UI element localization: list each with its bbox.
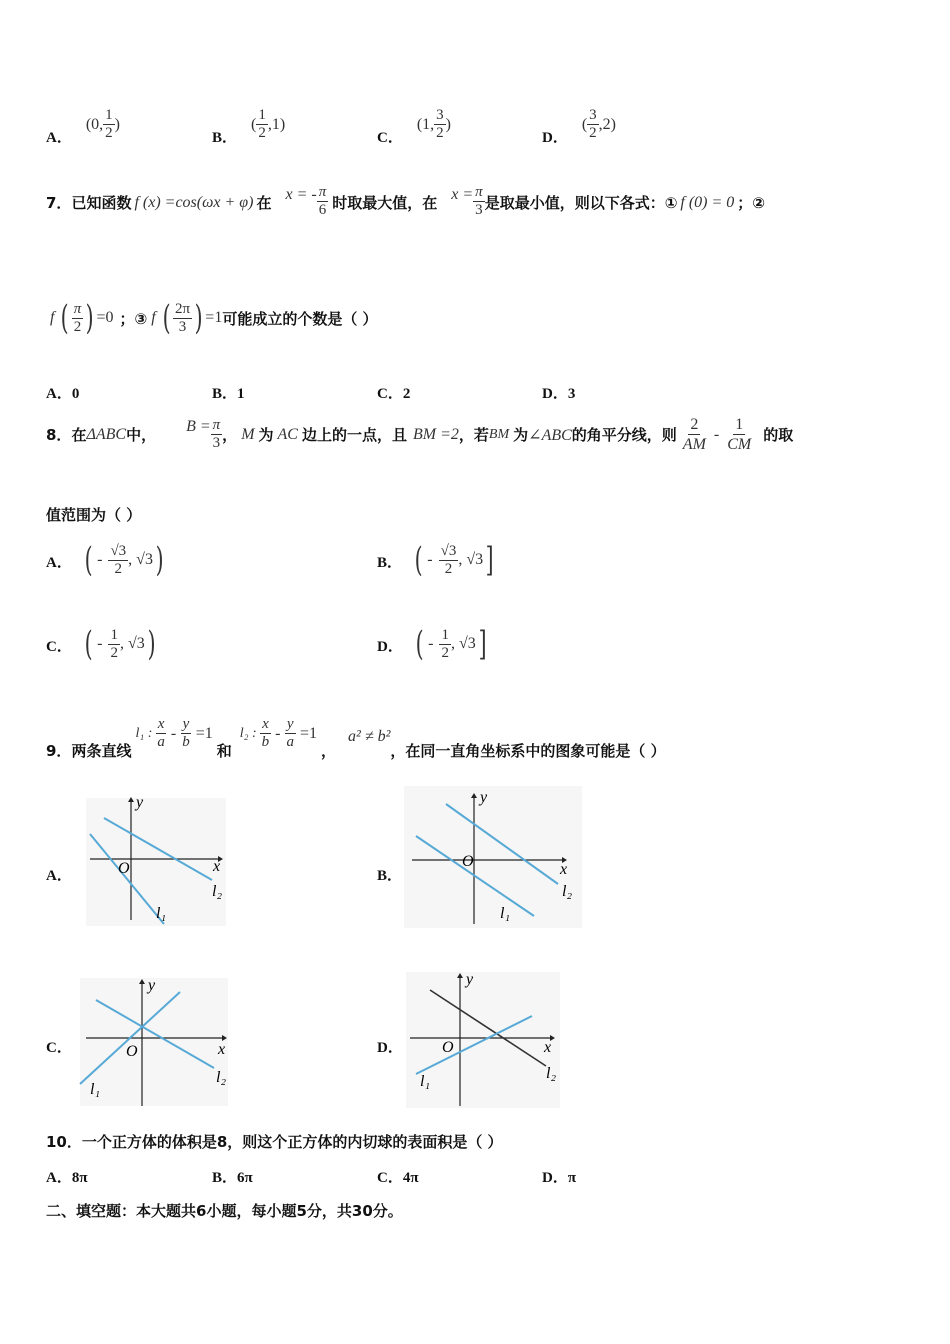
fraction: $\frac{1}{2}$ [258, 107, 266, 141]
fraction: $\frac{2\pi}{3}$ [174, 300, 191, 335]
fraction: $\frac{1}{CM}$ [727, 416, 752, 453]
fraction: $\frac{\pi}{6}$ [318, 184, 327, 218]
q9-option-d-label[interactable]: D． [377, 1040, 403, 1056]
fraction: $\frac{1}{2}$ [441, 626, 449, 661]
q8-option-b[interactable]: B． ( - $\frac{√3}{2}$ , √3 ] [377, 540, 494, 580]
q8-option-c[interactable]: C． ( - $\frac{1}{2}$ , √3 ) [46, 624, 156, 664]
q9-option-b-label[interactable]: B． [377, 868, 403, 884]
svg-text:x: x [544, 1039, 552, 1056]
question-8-line1: 8． 在 ΔABC 中， B = $\frac{\pi}{3}$ ， M 为 AC 边上的一点，且 BM =2 ，若 BM 为 ∠ABC 的角平分线，则 $\frac{2}{AM}$ - $\frac{1}{CM}$ 的取 [46, 416, 794, 453]
fraction: $\frac{2}{AM}$ [682, 416, 706, 453]
svg-text:l₁: l₁ [500, 905, 511, 922]
q6-option-b[interactable]: B． ( $\frac{1}{2}$ ,1) [212, 107, 286, 146]
svg-text:y: y [136, 794, 144, 811]
fraction: $\frac{\pi}{2}$ [73, 300, 82, 335]
fraction: $\frac{√3}{2}$ [440, 542, 457, 577]
svg-text:O: O [442, 1039, 454, 1056]
q9-graph-b[interactable] [402, 784, 584, 930]
svg-text:x: x [560, 861, 568, 878]
option-label: D． [542, 130, 568, 146]
q9-graph-a[interactable] [80, 788, 230, 930]
q6-option-a[interactable]: A． (0, $\frac{1}{2}$ ) [46, 107, 120, 146]
svg-text:y: y [480, 789, 488, 806]
q9-graph-c[interactable] [76, 972, 236, 1110]
svg-text:l₁: l₁ [90, 1081, 101, 1098]
q9-option-a-label[interactable]: A． [46, 868, 72, 884]
question-8-line2: 值范围为（ ） [46, 506, 142, 524]
q8-option-a[interactable]: A． ( - $\frac{√3}{2}$ , √3 ) [46, 540, 164, 580]
question-7-line1: 7． 已知函数 f (x) =cos(ωx + φ) 在 x = - $\frac{\pi}{6}$ 时取最大值，在 x = $\frac{\pi}{3}$ 是取最小值，则以下各式：① f (0) = 0 ；② [46, 184, 765, 218]
q7-option-d[interactable]: D．3 [542, 386, 576, 402]
fraction: $\frac{y}{a}$ [286, 716, 294, 750]
condition-1: f (0) = 0 [680, 193, 735, 211]
fraction: $\frac{1}{2}$ [110, 626, 118, 661]
option-label: A． [46, 130, 72, 146]
question-9-line: 9． 两条直线 l₁ : $\frac{x}{a}$ - $\frac{y}{b}$ =1 和 l₂ : $\frac{x}{b}$ - $\frac{y}{a}$ =1 ， a² ≠ b² ，在同一直角坐标系中的图象可能是（ ） [46, 716, 666, 760]
function-expression: f (x) =cos(ωx + φ) [134, 193, 254, 211]
option-label: B． [212, 130, 238, 146]
q10-option-d[interactable]: D．π [542, 1170, 577, 1186]
svg-text:l₂: l₂ [546, 1065, 557, 1082]
svg-text:O: O [118, 860, 130, 877]
fraction: $\frac{3}{2}$ [589, 107, 597, 141]
question-10-text: 10．一个正方体的体积是8，则这个正方体的内切球的表面积是（ ） [46, 1133, 503, 1151]
q10-option-a[interactable]: A．8π [46, 1170, 88, 1186]
q7-option-b[interactable]: B．1 [212, 386, 245, 402]
q9-graph-d[interactable] [404, 966, 564, 1110]
q7-option-c[interactable]: C．2 [377, 386, 411, 402]
option-label: C． [377, 130, 403, 146]
q10-option-b[interactable]: B．6π [212, 1170, 253, 1186]
section-2-heading: 二、填空题：本大题共6小题，每小题5分，共30分。 [46, 1202, 403, 1220]
question-7-line2: f ( $\frac{\pi}{2}$ ) =0 ；③ f ( $\frac{2\pi}{3}$ ) =1 可能成立的个数是（ ） [50, 298, 378, 338]
fraction: $\frac{1}{2}$ [105, 107, 113, 141]
fraction: $\frac{3}{2}$ [436, 107, 444, 141]
fraction: $\frac{x}{b}$ [261, 716, 270, 750]
q7-option-a[interactable]: A．0 [46, 386, 80, 402]
svg-text:x: x [218, 1041, 226, 1058]
svg-text:l₂: l₂ [216, 1069, 227, 1086]
svg-text:O: O [126, 1043, 138, 1060]
svg-text:O: O [462, 853, 474, 870]
q6-option-c[interactable]: C． (1, $\frac{3}{2}$ ) [377, 107, 451, 146]
q8-option-d[interactable]: D． ( - $\frac{1}{2}$ , √3 ] [377, 624, 487, 664]
svg-text:l₁: l₁ [156, 905, 167, 922]
svg-text:l₁: l₁ [420, 1073, 431, 1090]
fraction: $\frac{y}{b}$ [182, 716, 190, 750]
fraction: $\frac{\pi}{3}$ [212, 417, 221, 451]
q9-option-c-label[interactable]: C． [46, 1040, 72, 1056]
q10-option-c[interactable]: C．4π [377, 1170, 419, 1186]
q6-option-d[interactable]: D． ( $\frac{3}{2}$ ,2) [542, 107, 616, 146]
svg-text:y: y [148, 977, 156, 994]
fraction: $\frac{\pi}{3}$ [475, 184, 483, 218]
svg-text:l₂: l₂ [562, 883, 573, 900]
svg-text:y: y [466, 971, 474, 988]
svg-text:l₂: l₂ [212, 883, 223, 900]
fraction: $\frac{x}{a}$ [157, 716, 165, 750]
svg-text:x: x [213, 858, 221, 875]
fraction: $\frac{√3}{2}$ [110, 542, 127, 577]
